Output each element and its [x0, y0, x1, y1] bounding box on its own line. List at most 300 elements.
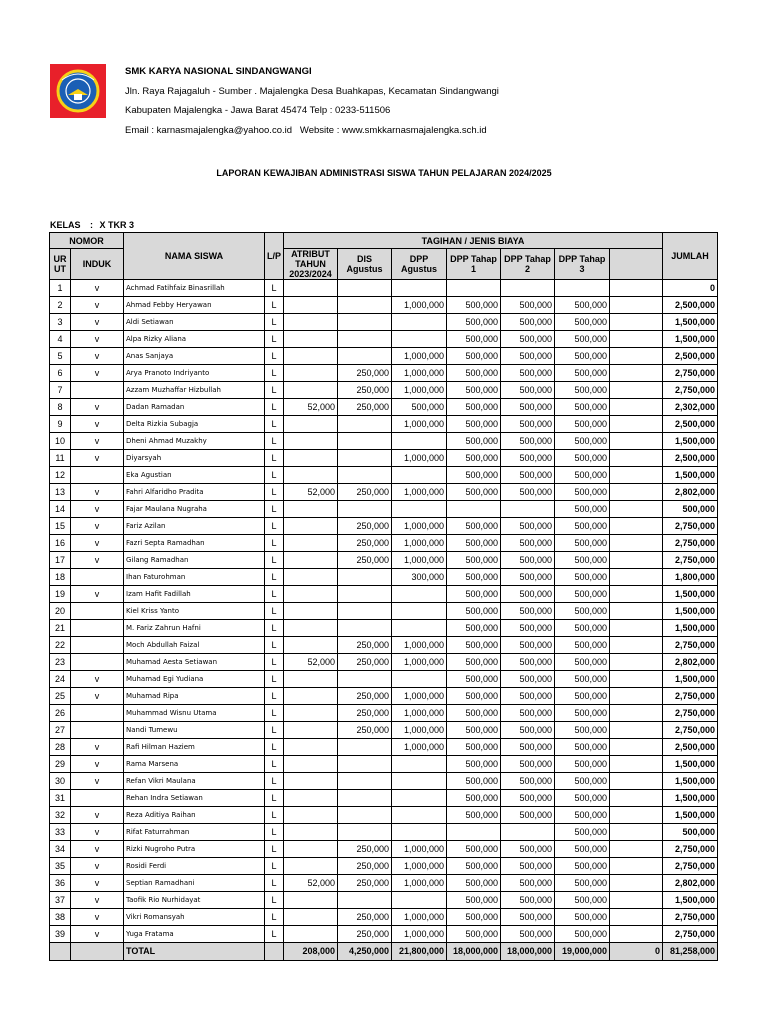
cell-induk: v: [71, 416, 124, 433]
table-row: [50, 535, 718, 552]
cell-dpp: [392, 773, 447, 790]
cell-induk: v: [71, 586, 124, 603]
cell-tahap-3: 500,000: [555, 739, 610, 756]
cell-tahap-1: 500,000: [447, 892, 501, 909]
cell-tahap-3: 500,000: [555, 654, 610, 671]
cell-lp: L: [265, 314, 284, 331]
cell-tahap-1: 500,000: [447, 756, 501, 773]
header-dpp: DPP Agustus: [392, 249, 447, 280]
cell-nama: Ahmad Febby Heryawan: [124, 297, 265, 314]
cell-tahap-1: 500,000: [447, 450, 501, 467]
total-blank-2: [71, 943, 124, 961]
cell-urut: 17: [50, 552, 71, 569]
cell-tahap-3: 500,000: [555, 569, 610, 586]
cell-extra: [610, 518, 663, 535]
cell-induk: v: [71, 875, 124, 892]
cell-urut: 18: [50, 569, 71, 586]
cell-dis: [338, 297, 392, 314]
table-body: [50, 280, 718, 943]
cell-extra: [610, 314, 663, 331]
cell-lp: L: [265, 399, 284, 416]
cell-urut: 35: [50, 858, 71, 875]
cell-urut: 28: [50, 739, 71, 756]
table-row: [50, 637, 718, 654]
cell-tahap-1: 500,000: [447, 433, 501, 450]
cell-tahap-3: 500,000: [555, 382, 610, 399]
table-row: [50, 501, 718, 518]
cell-tahap-2: 500,000: [501, 603, 555, 620]
cell-nama: Rafi Hilman Haziem: [124, 739, 265, 756]
cell-dis: [338, 603, 392, 620]
cell-dis: [338, 824, 392, 841]
total-atribut: 208,000: [284, 943, 338, 961]
cell-dis: [338, 892, 392, 909]
cell-urut: 26: [50, 705, 71, 722]
cell-jumlah: 2,750,000: [663, 382, 718, 399]
cell-extra: [610, 858, 663, 875]
cell-induk: [71, 722, 124, 739]
cell-tahap-1: 500,000: [447, 399, 501, 416]
cell-nama: Ihan Faturohman: [124, 569, 265, 586]
school-logo: [50, 64, 106, 118]
cell-atribut: [284, 314, 338, 331]
cell-atribut: [284, 365, 338, 382]
cell-jumlah: 500,000: [663, 824, 718, 841]
table-row: [50, 331, 718, 348]
cell-nama: Anas Sanjaya: [124, 348, 265, 365]
school-contact: Email : karnasmajalengka@yahoo.co.id Website : www.smkkarnasmajalengka.sch.id: [125, 124, 487, 136]
cell-extra: [610, 450, 663, 467]
cell-lp: L: [265, 722, 284, 739]
cell-tahap-3: 500,000: [555, 535, 610, 552]
cell-dis: [338, 280, 392, 297]
cell-jumlah: 2,500,000: [663, 450, 718, 467]
cell-jumlah: 1,500,000: [663, 773, 718, 790]
cell-atribut: [284, 603, 338, 620]
cell-tahap-1: 500,000: [447, 484, 501, 501]
cell-tahap-1: 500,000: [447, 518, 501, 535]
cell-tahap-1: 500,000: [447, 858, 501, 875]
cell-induk: [71, 705, 124, 722]
cell-atribut: [284, 467, 338, 484]
cell-dpp: 1,000,000: [392, 909, 447, 926]
cell-tahap-1: 500,000: [447, 875, 501, 892]
cell-jumlah: 2,750,000: [663, 365, 718, 382]
cell-jumlah: 2,750,000: [663, 552, 718, 569]
cell-tahap-3: 500,000: [555, 671, 610, 688]
cell-tahap-3: 500,000: [555, 603, 610, 620]
cell-dpp: 1,000,000: [392, 654, 447, 671]
cell-tahap-1: 500,000: [447, 416, 501, 433]
table-row: [50, 688, 718, 705]
cell-extra: [610, 586, 663, 603]
cell-lp: L: [265, 586, 284, 603]
table-row: [50, 892, 718, 909]
cell-jumlah: 2,500,000: [663, 348, 718, 365]
cell-nama: Rama Marsena: [124, 756, 265, 773]
cell-induk: v: [71, 501, 124, 518]
cell-tahap-1: 500,000: [447, 654, 501, 671]
cell-jumlah: 2,802,000: [663, 875, 718, 892]
total-blank-3: [265, 943, 284, 961]
cell-nama: Eka Agustian: [124, 467, 265, 484]
cell-nama: Rehan Indra Setiawan: [124, 790, 265, 807]
header-extra: [610, 249, 663, 280]
table-row: [50, 467, 718, 484]
cell-extra: [610, 926, 663, 943]
cell-dpp: 1,000,000: [392, 841, 447, 858]
cell-jumlah: 1,500,000: [663, 892, 718, 909]
cell-atribut: [284, 705, 338, 722]
cell-atribut: [284, 841, 338, 858]
cell-dpp: 1,000,000: [392, 705, 447, 722]
cell-induk: v: [71, 331, 124, 348]
cell-tahap-2: 500,000: [501, 535, 555, 552]
cell-jumlah: 1,500,000: [663, 314, 718, 331]
table-row: [50, 620, 718, 637]
cell-dpp: [392, 671, 447, 688]
cell-induk: [71, 467, 124, 484]
cell-induk: v: [71, 926, 124, 943]
cell-extra: [610, 671, 663, 688]
cell-atribut: [284, 926, 338, 943]
cell-dis: 250,000: [338, 382, 392, 399]
cell-atribut: [284, 620, 338, 637]
cell-tahap-2: 500,000: [501, 790, 555, 807]
cell-tahap-1: 500,000: [447, 637, 501, 654]
cell-induk: v: [71, 773, 124, 790]
cell-nama: Fazri Septa Ramadhan: [124, 535, 265, 552]
cell-tahap-3: 500,000: [555, 314, 610, 331]
cell-tahap-2: 500,000: [501, 773, 555, 790]
cell-induk: v: [71, 433, 124, 450]
cell-atribut: [284, 773, 338, 790]
cell-tahap-1: 500,000: [447, 365, 501, 382]
table-row: [50, 705, 718, 722]
cell-dis: 250,000: [338, 535, 392, 552]
cell-urut: 25: [50, 688, 71, 705]
cell-urut: 4: [50, 331, 71, 348]
cell-extra: [610, 790, 663, 807]
cell-induk: v: [71, 858, 124, 875]
cell-induk: v: [71, 365, 124, 382]
cell-nama: Delta Rizkia Subagja: [124, 416, 265, 433]
cell-tahap-3: 500,000: [555, 297, 610, 314]
cell-jumlah: 2,802,000: [663, 484, 718, 501]
total-jumlah: 81,258,000: [663, 943, 718, 961]
class-label: [50, 220, 134, 230]
cell-induk: v: [71, 552, 124, 569]
school-name: SMK KARYA NASIONAL SINDANGWANGI: [125, 66, 312, 77]
cell-jumlah: 1,500,000: [663, 467, 718, 484]
cell-tahap-1: 500,000: [447, 331, 501, 348]
cell-tahap-1: 500,000: [447, 909, 501, 926]
table-row: [50, 416, 718, 433]
cell-extra: [610, 433, 663, 450]
cell-dis: 250,000: [338, 926, 392, 943]
cell-tahap-1: 500,000: [447, 297, 501, 314]
cell-dis: [338, 671, 392, 688]
cell-dis: [338, 807, 392, 824]
table-row: [50, 450, 718, 467]
cell-dis: 250,000: [338, 399, 392, 416]
cell-atribut: 52,000: [284, 399, 338, 416]
cell-tahap-1: [447, 501, 501, 518]
class-label-text: KELAS: [50, 220, 81, 230]
cell-tahap-2: 500,000: [501, 297, 555, 314]
cell-nama: Moch Abdullah Faizal: [124, 637, 265, 654]
cell-extra: [610, 535, 663, 552]
cell-jumlah: 1,500,000: [663, 790, 718, 807]
cell-atribut: [284, 739, 338, 756]
cell-dis: 250,000: [338, 841, 392, 858]
cell-nama: Rizki Nugroho Putra: [124, 841, 265, 858]
table-row: [50, 280, 718, 297]
cell-tahap-3: 500,000: [555, 399, 610, 416]
cell-atribut: 52,000: [284, 875, 338, 892]
cell-tahap-2: 500,000: [501, 586, 555, 603]
cell-urut: 16: [50, 535, 71, 552]
cell-nama: Fahri Alfaridho Pradita: [124, 484, 265, 501]
cell-dis: [338, 739, 392, 756]
table-row: [50, 756, 718, 773]
cell-tahap-1: 500,000: [447, 790, 501, 807]
cell-urut: 15: [50, 518, 71, 535]
cell-induk: v: [71, 399, 124, 416]
cell-tahap-2: 500,000: [501, 722, 555, 739]
cell-tahap-3: 500,000: [555, 365, 610, 382]
cell-dis: 250,000: [338, 365, 392, 382]
total-dpp: 21,800,000: [392, 943, 447, 961]
cell-induk: v: [71, 892, 124, 909]
cell-jumlah: 2,750,000: [663, 841, 718, 858]
cell-tahap-2: [501, 280, 555, 297]
cell-extra: [610, 909, 663, 926]
table-row: [50, 790, 718, 807]
cell-nama: Kiel Kriss Yanto: [124, 603, 265, 620]
cell-extra: [610, 875, 663, 892]
school-address: Jln. Raya Rajagaluh - Sumber . Majalengka Desa Buahkapas, Kecamatan Sindangwangi: [125, 85, 499, 97]
cell-tahap-2: 500,000: [501, 637, 555, 654]
cell-tahap-3: 500,000: [555, 722, 610, 739]
cell-tahap-3: 500,000: [555, 756, 610, 773]
cell-induk: v: [71, 535, 124, 552]
cell-urut: 2: [50, 297, 71, 314]
cell-dpp: [392, 807, 447, 824]
total-blank-1: [50, 943, 71, 961]
cell-nama: Achmad Fatihfaiz Binasrillah: [124, 280, 265, 297]
cell-jumlah: 2,750,000: [663, 688, 718, 705]
cell-induk: v: [71, 671, 124, 688]
cell-extra: [610, 484, 663, 501]
cell-lp: L: [265, 756, 284, 773]
cell-atribut: [284, 722, 338, 739]
header-dis: DIS Agustus: [338, 249, 392, 280]
cell-dpp: 1,000,000: [392, 416, 447, 433]
header-tahap-1: DPP Tahap 1: [447, 249, 501, 280]
cell-jumlah: 1,500,000: [663, 620, 718, 637]
cell-induk: [71, 790, 124, 807]
cell-dpp: 1,000,000: [392, 382, 447, 399]
cell-jumlah: 500,000: [663, 501, 718, 518]
cell-dis: 250,000: [338, 637, 392, 654]
cell-tahap-3: 500,000: [555, 552, 610, 569]
cell-tahap-2: [501, 501, 555, 518]
fee-table: [49, 232, 718, 961]
cell-jumlah: 2,750,000: [663, 722, 718, 739]
cell-urut: 12: [50, 467, 71, 484]
cell-lp: L: [265, 620, 284, 637]
cell-urut: 29: [50, 756, 71, 773]
cell-jumlah: 1,500,000: [663, 671, 718, 688]
cell-induk: v: [71, 739, 124, 756]
cell-jumlah: 2,750,000: [663, 926, 718, 943]
cell-extra: [610, 892, 663, 909]
cell-extra: [610, 552, 663, 569]
cell-tahap-1: 500,000: [447, 552, 501, 569]
cell-tahap-1: 500,000: [447, 807, 501, 824]
total-tahap-3: 19,000,000: [555, 943, 610, 961]
cell-dis: 250,000: [338, 875, 392, 892]
cell-tahap-2: 500,000: [501, 450, 555, 467]
cell-dis: [338, 416, 392, 433]
cell-extra: [610, 348, 663, 365]
cell-dpp: [392, 280, 447, 297]
cell-tahap-2: 500,000: [501, 739, 555, 756]
cell-urut: 20: [50, 603, 71, 620]
cell-lp: L: [265, 280, 284, 297]
cell-atribut: [284, 552, 338, 569]
cell-extra: [610, 569, 663, 586]
cell-jumlah: 2,302,000: [663, 399, 718, 416]
cell-dis: 250,000: [338, 909, 392, 926]
table-row: [50, 297, 718, 314]
cell-dis: 250,000: [338, 688, 392, 705]
cell-dpp: 1,000,000: [392, 858, 447, 875]
cell-dis: [338, 569, 392, 586]
cell-tahap-3: 500,000: [555, 331, 610, 348]
cell-extra: [610, 280, 663, 297]
school-address-2: Kabupaten Majalengka - Jawa Barat 45474 Telp : 0233-511506: [125, 105, 391, 116]
cell-tahap-1: 500,000: [447, 722, 501, 739]
cell-dpp: 1,000,000: [392, 535, 447, 552]
cell-nama: Yuga Fratama: [124, 926, 265, 943]
cell-extra: [610, 688, 663, 705]
cell-jumlah: 1,500,000: [663, 433, 718, 450]
cell-tahap-2: 500,000: [501, 807, 555, 824]
cell-urut: 34: [50, 841, 71, 858]
cell-extra: [610, 501, 663, 518]
table-row: [50, 586, 718, 603]
cell-lp: L: [265, 467, 284, 484]
table-row: [50, 433, 718, 450]
cell-jumlah: 1,800,000: [663, 569, 718, 586]
cell-jumlah: 1,500,000: [663, 603, 718, 620]
cell-tahap-1: 500,000: [447, 586, 501, 603]
cell-lp: L: [265, 875, 284, 892]
cell-urut: 27: [50, 722, 71, 739]
cell-lp: L: [265, 807, 284, 824]
cell-induk: v: [71, 280, 124, 297]
cell-tahap-2: 500,000: [501, 892, 555, 909]
cell-extra: [610, 365, 663, 382]
cell-urut: 32: [50, 807, 71, 824]
cell-extra: [610, 331, 663, 348]
cell-nama: Azzam Muzhaffar Hizbullah: [124, 382, 265, 399]
cell-induk: [71, 654, 124, 671]
cell-urut: 22: [50, 637, 71, 654]
cell-induk: v: [71, 314, 124, 331]
cell-tahap-1: 500,000: [447, 569, 501, 586]
cell-induk: [71, 603, 124, 620]
cell-lp: L: [265, 535, 284, 552]
table-row: [50, 875, 718, 892]
cell-tahap-3: 500,000: [555, 875, 610, 892]
cell-tahap-3: 500,000: [555, 841, 610, 858]
table-row: [50, 858, 718, 875]
cell-urut: 19: [50, 586, 71, 603]
cell-lp: L: [265, 892, 284, 909]
cell-lp: L: [265, 501, 284, 518]
cell-induk: [71, 620, 124, 637]
cell-dis: [338, 348, 392, 365]
cell-induk: v: [71, 909, 124, 926]
cell-extra: [610, 756, 663, 773]
cell-dis: [338, 773, 392, 790]
cell-atribut: [284, 416, 338, 433]
cell-extra: [610, 841, 663, 858]
cell-induk: v: [71, 756, 124, 773]
cell-dpp: 1,000,000: [392, 875, 447, 892]
cell-atribut: [284, 433, 338, 450]
cell-dis: [338, 501, 392, 518]
cell-dpp: [392, 586, 447, 603]
cell-tahap-2: 500,000: [501, 382, 555, 399]
table-row: [50, 841, 718, 858]
cell-dpp: [392, 331, 447, 348]
cell-dis: [338, 433, 392, 450]
cell-tahap-2: 500,000: [501, 365, 555, 382]
cell-lp: L: [265, 773, 284, 790]
cell-atribut: [284, 348, 338, 365]
cell-lp: L: [265, 433, 284, 450]
cell-nama: Muhamad Ripa: [124, 688, 265, 705]
cell-atribut: [284, 331, 338, 348]
cell-lp: L: [265, 790, 284, 807]
cell-jumlah: 2,750,000: [663, 637, 718, 654]
cell-dpp: 1,000,000: [392, 552, 447, 569]
report-title: LAPORAN KEWAJIBAN ADMINISTRASI SISWA TAHUN PELAJARAN 2024/2025: [216, 168, 552, 178]
cell-nama: Fajar Maulana Nugraha: [124, 501, 265, 518]
cell-tahap-3: 500,000: [555, 926, 610, 943]
header-nama: NAMA SISWA: [124, 233, 265, 280]
cell-tahap-3: 500,000: [555, 450, 610, 467]
cell-urut: 36: [50, 875, 71, 892]
cell-dpp: 1,000,000: [392, 365, 447, 382]
cell-dpp: [392, 433, 447, 450]
cell-dis: 250,000: [338, 552, 392, 569]
cell-urut: 14: [50, 501, 71, 518]
cell-dis: [338, 467, 392, 484]
cell-jumlah: 2,500,000: [663, 416, 718, 433]
cell-dpp: 1,000,000: [392, 484, 447, 501]
cell-extra: [610, 467, 663, 484]
cell-tahap-3: 500,000: [555, 790, 610, 807]
cell-tahap-3: [555, 280, 610, 297]
cell-dis: [338, 586, 392, 603]
cell-nama: Fariz Azilan: [124, 518, 265, 535]
cell-dis: 250,000: [338, 858, 392, 875]
